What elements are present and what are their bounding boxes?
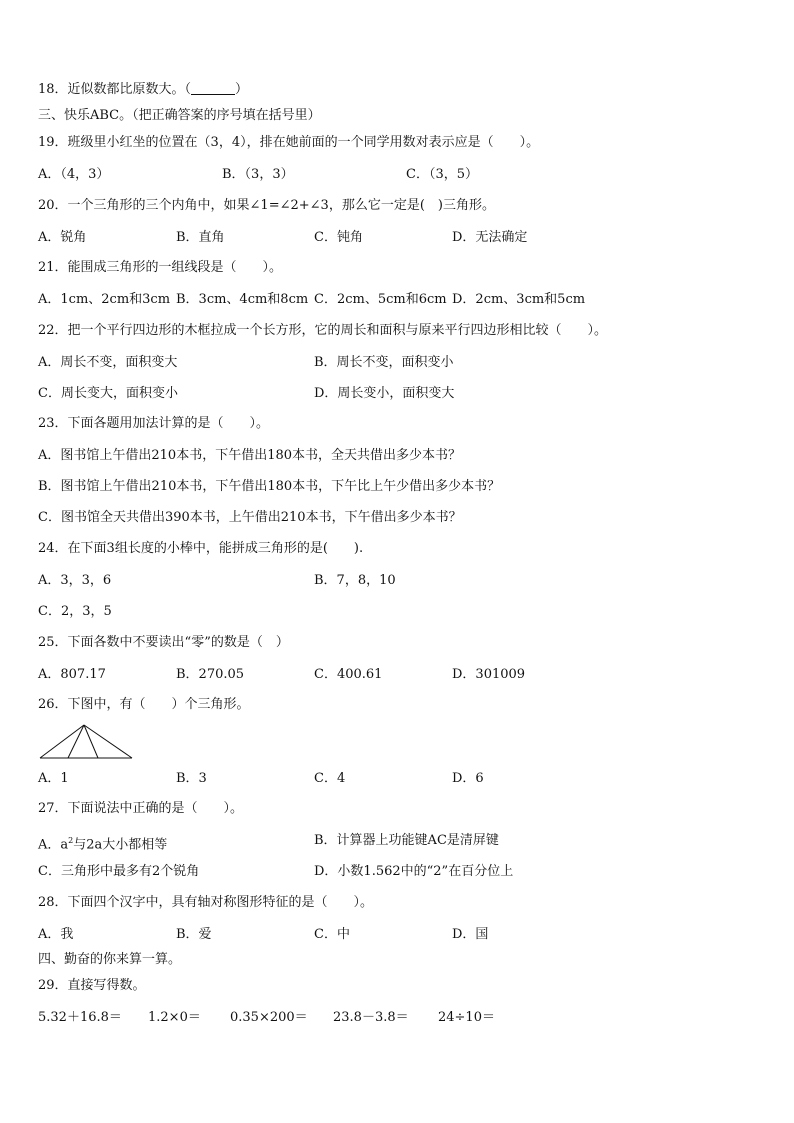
q21-option-c[interactable]: C．2cm、5cm和6cm <box>314 292 447 307</box>
q24-option-c[interactable]: C．2，3，5 <box>38 604 112 619</box>
q20-option-d[interactable]: D．无法确定 <box>452 230 528 245</box>
triangle-inner-line-left <box>68 725 84 758</box>
section-4-heading: 四、勤奋的你来算一算。 <box>38 952 182 967</box>
q22-option-a[interactable]: A．周长不变，面积变大 <box>38 355 178 370</box>
q26-option-c[interactable]: C．4 <box>314 771 346 786</box>
triangle-left-side <box>40 725 84 758</box>
q24-option-a[interactable]: A．3，3，6 <box>38 573 112 588</box>
q27-option-a-prefix: A．a <box>38 837 69 853</box>
q21-option-d[interactable]: D．2cm、3cm和5cm <box>452 292 586 307</box>
question-21-stem: 21．能围成三角形的一组线段是（ ）。 <box>38 260 283 275</box>
q23-option-b[interactable]: B．图书馆上午借出210本书，下午借出180本书，下午比上午少借出多少本书？ <box>38 479 501 494</box>
q29-item-2[interactable]: 1.2×0＝ <box>148 1010 201 1025</box>
q18-text: 18．近似数都比原数大。（ <box>38 82 192 97</box>
q25-option-d[interactable]: D．301009 <box>452 667 526 682</box>
q18-answer-blank[interactable] <box>191 82 235 95</box>
q28-option-a[interactable]: A．我 <box>38 927 74 942</box>
q26-option-b[interactable]: B．3 <box>176 771 207 786</box>
section-3-heading: 三、快乐ABC。（把正确答案的序号填在括号里） <box>38 108 321 123</box>
q22-option-d[interactable]: D．周长变小，面积变大 <box>314 386 455 401</box>
q21-option-b[interactable]: B．3cm、4cm和8cm <box>176 292 309 307</box>
question-22-stem: 22．把一个平行四边形的木框拉成一个长方形，它的周长和面积与原来平行四边形相比较（ ）。 <box>38 323 608 338</box>
q22-option-b[interactable]: B．周长不变，面积变小 <box>314 355 454 370</box>
question-26-stem: 26．下图中，有（ ）个三角形。 <box>38 697 250 712</box>
q26-option-d[interactable]: D．6 <box>452 771 484 786</box>
q19-option-a[interactable]: A．（4，3） <box>38 167 110 182</box>
q28-option-b[interactable]: B．爱 <box>176 927 212 942</box>
q18-close: ） <box>235 82 249 97</box>
q29-item-5[interactable]: 24÷10＝ <box>438 1010 495 1025</box>
q25-option-a[interactable]: A．807.17 <box>38 667 106 682</box>
triangle-figure <box>38 723 134 761</box>
q23-option-a[interactable]: A．图书馆上午借出210本书，下午借出180本书，全天共借出多少本书？ <box>38 448 462 463</box>
q20-option-c[interactable]: C．钝角 <box>314 230 363 245</box>
question-24-stem: 24．在下面3组长度的小棒中，能拼成三角形的是( ). <box>38 541 364 556</box>
q29-item-4[interactable]: 23.8－3.8＝ <box>333 1010 409 1025</box>
q27-option-b[interactable]: B．计算器上功能键AC是清屏键 <box>314 833 499 848</box>
question-29-stem: 29．直接写得数。 <box>38 978 146 993</box>
question-18 <box>38 82 248 98</box>
q27-option-a-exponent: 2 <box>68 836 74 845</box>
q22-option-c[interactable]: C．周长变大，面积变小 <box>38 386 178 401</box>
q19-option-c[interactable]: C．（3，5） <box>406 167 478 182</box>
question-19-stem: 19．班级里小红坐的位置在（3，4），排在她前面的一个同学用数对表示应是（ ）。 <box>38 135 540 150</box>
q27-option-c[interactable]: C．三角形中最多有2个锐角 <box>38 864 200 879</box>
q21-option-a[interactable]: A．1cm、2cm和3cm <box>38 292 171 307</box>
q27-option-a-text: 与2a大小都相等 <box>73 837 168 853</box>
q25-option-b[interactable]: B．270.05 <box>176 667 245 682</box>
q27-option-a[interactable] <box>38 833 167 853</box>
question-25-stem: 25．下面各数中不要读出“零”的数是（ ） <box>38 635 289 650</box>
question-27-stem: 27．下面说法中正确的是（ ）。 <box>38 801 244 816</box>
question-23-stem: 23．下面各题用加法计算的是（ ）。 <box>38 416 270 431</box>
question-20-stem: 20．一个三角形的三个内角中，如果∠1=∠2+∠3，那么它一定是( )三角形。 <box>38 198 495 213</box>
q27-option-d[interactable]: D．小数1.562中的“2”在百分位上 <box>314 864 514 879</box>
q28-option-d[interactable]: D．国 <box>452 927 489 942</box>
question-28-stem: 28．下面四个汉字中，具有轴对称图形特征的是（ ）。 <box>38 895 374 910</box>
q29-item-1[interactable]: 5.32＋16.8＝ <box>38 1010 122 1025</box>
q20-option-b[interactable]: B．直角 <box>176 230 225 245</box>
q20-option-a[interactable]: A．锐角 <box>38 230 87 245</box>
q28-option-c[interactable]: C．中 <box>314 927 350 942</box>
q24-option-b[interactable]: B．7，8，10 <box>314 573 396 588</box>
q23-option-c[interactable]: C．图书馆全天共借出390本书，上午借出210本书，下午借出多少本书？ <box>38 510 462 525</box>
q29-item-3[interactable]: 0.35×200＝ <box>230 1010 308 1025</box>
q19-option-b[interactable]: B．（3，3） <box>222 167 294 182</box>
q25-option-c[interactable]: C．400.61 <box>314 667 383 682</box>
q26-option-a[interactable]: A．1 <box>38 771 69 786</box>
